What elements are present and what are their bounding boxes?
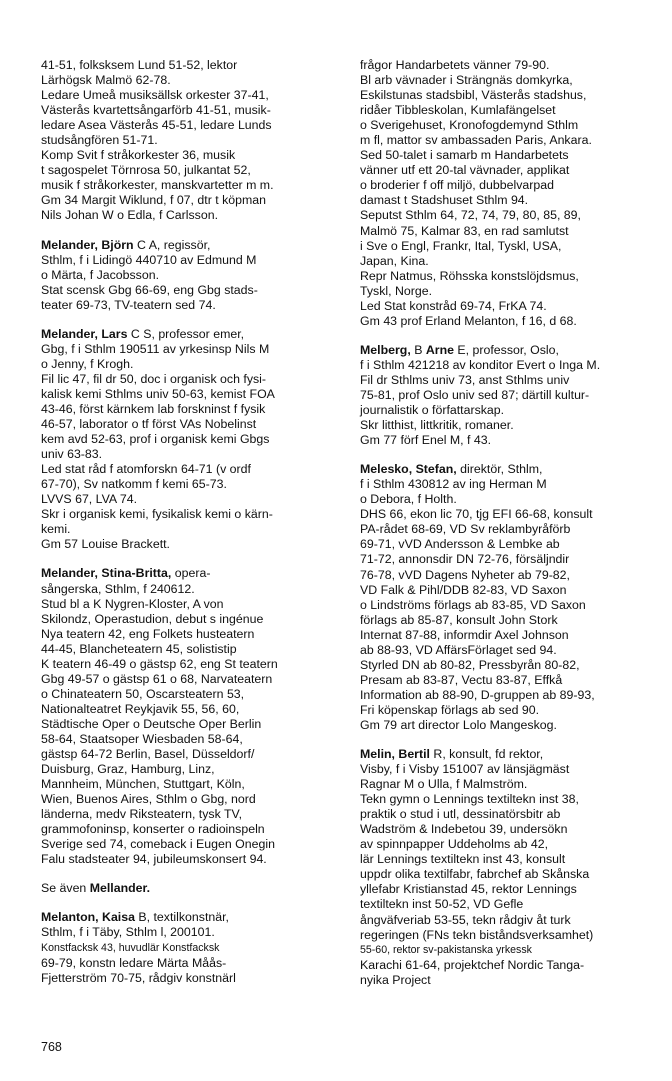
entry-line	[41, 118, 341, 133]
entry-line	[360, 792, 660, 807]
entry-line	[41, 687, 341, 702]
entry-line	[41, 447, 341, 462]
entry-line	[41, 852, 341, 867]
entry-line	[41, 910, 341, 925]
entry-text: Duisburg, Graz, Hamburg, Linz,	[41, 762, 215, 777]
entry-line	[360, 239, 660, 254]
entry-text: R, konsult, fd rektor,	[429, 747, 544, 762]
entry-line	[360, 224, 660, 239]
entry-text: Gm 79 art director Lolo Mangeskog.	[360, 717, 557, 732]
entry-text: E, professor, Oslo,	[453, 342, 559, 357]
entry-text: f i Sthlm 430812 av ing Herman M	[360, 477, 547, 492]
entry-text: Wien, Buenos Aires, Sthlm o Gbg, nord	[41, 792, 256, 807]
entry-line	[360, 897, 660, 912]
entry-line	[41, 881, 341, 896]
entry-text: ångväfveriab 53-55, tekn rådgiv åt turk	[360, 912, 571, 927]
biography-entry	[360, 462, 660, 733]
entry-text: ridåer Tibbleskolan, Kumlafängelset	[360, 103, 556, 118]
entry-text: univ 63-83.	[41, 447, 103, 462]
entry-line	[360, 913, 660, 928]
entry-line	[41, 357, 341, 372]
entry-line	[41, 417, 341, 432]
entry-line	[360, 178, 660, 193]
entry-line	[360, 928, 660, 943]
entry-text: kemi.	[41, 522, 71, 537]
entry-line	[360, 837, 660, 852]
biography-entry	[360, 58, 660, 329]
page-number: 768	[41, 1040, 62, 1054]
entry-text: opera-	[171, 566, 211, 581]
entry-text: vänner utf ett 20-tal vävnader, applikat	[360, 163, 570, 178]
entry-name: Melesko, Stefan,	[360, 462, 457, 477]
entry-text: o Jenny, f Krogh.	[41, 356, 134, 371]
entry-line	[41, 253, 341, 268]
entry-text: Gm 77 förf Enel M, f 43.	[360, 433, 492, 448]
entry-line	[360, 552, 660, 567]
entry-text: Stat scensk Gbg 66-69, eng Gbg stads-	[41, 282, 258, 297]
entry-text: Malmö 75, Kalmar 83, en rad samlutst	[360, 223, 569, 238]
entry-text: journalistik o författarskap.	[360, 403, 505, 418]
entry-text: Komp Svit f stråkorkester 36, musik	[41, 148, 236, 163]
entry-text: Fjetterström 70-75, rådgiv konstnärl	[41, 970, 236, 985]
entry-text: Gbg, f i Sthlm 190511 av yrkesinsp Nils M	[41, 341, 270, 356]
entry-line	[41, 672, 341, 687]
entry-line	[360, 388, 660, 403]
entry-line	[360, 343, 660, 358]
entry-line	[360, 462, 660, 477]
entry-line	[360, 477, 660, 492]
entry-text: teater 69-73, TV-teatern sed 74.	[41, 297, 216, 312]
entry-line	[41, 88, 341, 103]
biography-entry	[41, 881, 341, 896]
entry-line	[360, 193, 660, 208]
entry-text: textiltekn inst 50-52, VD Gefle	[360, 897, 524, 912]
entry-text: av spinnpapper Uddeholms ab 42,	[360, 837, 549, 852]
entry-text: musik f stråkorkester, manskvartetter m m.	[41, 178, 274, 193]
entry-text: Sverige sed 74, comeback i Eugen Onegin	[41, 837, 275, 852]
entry-line	[41, 103, 341, 118]
entry-text: o Chinateatern 50, Oscarsteatern 53,	[41, 686, 245, 701]
entry-line	[41, 163, 341, 178]
entry-line	[41, 73, 341, 88]
entry-line	[360, 747, 660, 762]
entry-text: lär Lennings textiltekn inst 43, konsult	[360, 852, 566, 867]
entry-text: K teatern 46-49 o gästsp 62, eng St teatern	[41, 656, 278, 671]
entry-name: Melberg,	[360, 342, 411, 357]
entry-text: 69-71, vVD Andersson & Lembke ab	[360, 537, 560, 552]
entry-text: Nils Johan W o Edla, f Carlsson.	[41, 208, 218, 223]
entry-line	[360, 58, 660, 73]
entry-text: Fil dr Sthlms univ 73, anst Sthlms univ	[360, 372, 570, 387]
entry-line	[360, 373, 660, 388]
entry-line	[41, 627, 341, 642]
entry-name: Arne	[425, 342, 454, 357]
entry-text: Gm 57 Louise Brackett.	[41, 537, 170, 552]
entry-text: LVVS 67, LVA 74.	[41, 492, 138, 507]
entry-line	[360, 314, 660, 329]
entry-text: Konstfacksk 43, huvudlär Konstfacksk	[41, 941, 220, 954]
entry-line	[360, 958, 660, 973]
entry-line	[360, 418, 660, 433]
entry-text: Sthlm, f i Lidingö 440710 av Edmund M	[41, 252, 257, 267]
entry-line	[41, 372, 341, 387]
entry-text: 44-45, Blancheteatern 45, solististip	[41, 641, 237, 656]
entry-line	[41, 387, 341, 402]
entry-name: Melander, Stina-Britta,	[41, 566, 172, 581]
entry-text: Västerås kvartettsångarförb 41-51, musik-	[41, 103, 271, 118]
entry-text: Seputst Sthlm 64, 72, 74, 79, 80, 85, 89,	[360, 208, 581, 223]
entry-text: Skr litthist, littkritik, romaner.	[360, 418, 514, 433]
entry-line	[360, 718, 660, 733]
entry-line	[360, 568, 660, 583]
entry-line	[360, 73, 660, 88]
entry-text: 71-72, annonsdir DN 72-76, försäljndir	[360, 552, 570, 567]
entry-line	[360, 103, 660, 118]
entry-line	[41, 432, 341, 447]
entry-text: o Debora, f Holth.	[360, 492, 457, 507]
entry-text: Fil lic 47, fil dr 50, doc i organisk och fysi-	[41, 371, 267, 386]
entry-text: Falu stadsteater 94, jubileumskonsert 94.	[41, 852, 267, 867]
entry-text: Presam ab 83-87, Vectu 83-87, Effkå	[360, 672, 563, 687]
entry-text: praktik o stud i utl, dessinatörsbitr ab	[360, 807, 561, 822]
entry-text: 58-64, Staatsoper Wiesbaden 58-64,	[41, 731, 243, 746]
entry-text: 67-70), Sv natkomm f kemi 65-73.	[41, 477, 227, 492]
entry-name: Melander, Björn	[41, 237, 134, 252]
entry-line	[360, 254, 660, 269]
entry-line	[41, 537, 341, 552]
entry-text: nyika Project	[360, 972, 431, 987]
entry-line	[41, 762, 341, 777]
entry-line	[360, 537, 660, 552]
entry-line	[41, 522, 341, 537]
entry-text: sångerska, Sthlm, f 240612.	[41, 581, 195, 596]
entry-text: 69-79, konstn ledare Märta Måås-	[41, 955, 227, 970]
entry-line	[360, 613, 660, 628]
entry-line	[360, 688, 660, 703]
entry-text: Sed 50-talet i samarb m Handarbetets	[360, 148, 569, 163]
entry-text: Nya teatern 42, eng Folkets husteatern	[41, 626, 255, 641]
entry-line	[360, 118, 660, 133]
entry-line	[360, 299, 660, 314]
entry-text: t sagospelet Törnrosa 50, julkantat 52,	[41, 163, 251, 178]
entry-text: Tyskl, Norge.	[360, 283, 433, 298]
entry-line	[360, 762, 660, 777]
entry-text: o Sverigehuset, Kronofogdemynd Sthlm	[360, 118, 579, 133]
entry-text: Skilondz, Operastudion, debut s ingénue	[41, 611, 264, 626]
entry-line	[360, 583, 660, 598]
entry-text: B, textilkonstnär,	[134, 910, 229, 925]
entry-text: Led Stat konstråd 69-74, FrKA 74.	[360, 298, 547, 313]
entry-line	[360, 269, 660, 284]
entry-text: Bl arb vävnader i Strängnäs domkyrka,	[360, 73, 573, 88]
entry-name: Melin, Bertil	[360, 747, 430, 762]
entry-line	[41, 612, 341, 627]
entry-line	[360, 822, 660, 837]
entry-text: DHS 66, ekon lic 70, tjg EFI 66-68, konsult	[360, 507, 593, 522]
entry-line	[360, 403, 660, 418]
entry-line	[360, 867, 660, 882]
entry-text: Ledare Umeå musiksällsk orkester 37-41,	[41, 88, 269, 103]
entry-line	[41, 283, 341, 298]
entry-line	[41, 582, 341, 597]
entry-line	[360, 507, 660, 522]
entry-text: Karachi 61-64, projektchef Nordic Tanga-	[360, 957, 585, 972]
entry-text: 41-51, folksksem Lund 51-52, lektor	[41, 58, 238, 72]
entry-line	[360, 628, 660, 643]
entry-text: direktör, Sthlm,	[456, 462, 543, 477]
entry-text: Visby, f i Visby 151007 av länsjägmäst	[360, 762, 570, 777]
entry-text: o Lindströms förlags ab 83-85, VD Saxon	[360, 597, 586, 612]
entry-line	[41, 807, 341, 822]
entry-text: Mannheim, München, Stuttgart, Köln,	[41, 777, 245, 792]
entry-text: länderna, medv Riksteatern, tysk TV,	[41, 807, 243, 822]
entry-line	[41, 597, 341, 612]
entry-text: VD Falk & Pihl/DDB 82-83, VD Saxon	[360, 582, 567, 597]
biography-entry	[360, 747, 660, 988]
entry-line	[41, 702, 341, 717]
entry-name: Melanton, Kaisa	[41, 910, 135, 925]
entry-line	[41, 298, 341, 313]
entry-line	[41, 193, 341, 208]
entry-line	[41, 747, 341, 762]
entry-text: o broderier f off miljö, dubbelvarpad	[360, 178, 554, 193]
entry-text: studsångfören 51-71.	[41, 133, 158, 148]
entry-line	[41, 342, 341, 357]
entry-line	[360, 208, 660, 223]
entry-line	[360, 943, 660, 958]
entry-text: kalisk kemi Sthlms univ 50-63, kemist FOA	[41, 386, 275, 401]
entry-text: frågor Handarbetets vänner 79-90.	[360, 58, 550, 72]
entry-line	[360, 643, 660, 658]
entry-line	[360, 492, 660, 507]
entry-text: Nationalteatret Reykjavik 55, 56, 60,	[41, 701, 240, 716]
entry-line	[41, 642, 341, 657]
entry-line	[360, 433, 660, 448]
biography-entry	[41, 327, 341, 553]
entry-line	[41, 492, 341, 507]
entry-line	[41, 777, 341, 792]
entry-line	[360, 882, 660, 897]
entry-line	[360, 148, 660, 163]
entry-line	[41, 507, 341, 522]
biography-entry	[41, 910, 341, 985]
entry-text: Fri köpenskap förlags ab sed 90.	[360, 702, 540, 717]
entry-text: Styrled DN ab 80-82, Pressbyrån 80-82,	[360, 657, 580, 672]
entry-text: Ragnar M o Ulla, f Malmström.	[360, 777, 528, 792]
entry-text: Tekn gymn o Lennings textiltekn inst 38,	[360, 792, 579, 807]
entry-line	[41, 925, 341, 940]
entry-text: kem avd 52-63, prof i organisk kemi Gbgs	[41, 432, 270, 447]
left-column	[41, 58, 341, 1000]
entry-line	[41, 717, 341, 732]
entry-text: 46-57, laborator o tf först VAs Nobelinst	[41, 417, 257, 432]
entry-line	[360, 807, 660, 822]
entry-line	[41, 58, 341, 73]
entry-text: Led stat råd f atomforskn 64-71 (v ordf	[41, 462, 251, 477]
entry-text: 75-81, prof Oslo univ sed 87; därtill kultur-	[360, 387, 590, 402]
biography-entry	[41, 238, 341, 313]
entry-text: Gm 34 Margit Wiklund, f 07, dtr t köpman	[41, 193, 267, 208]
entry-line	[360, 133, 660, 148]
entry-text: Skr i organisk kemi, fysikalisk kemi o kärn-	[41, 507, 273, 522]
entry-text: Japan, Kina.	[360, 253, 429, 268]
entry-line	[41, 792, 341, 807]
entry-text: Lärhögsk Malmö 62-78.	[41, 73, 171, 88]
entry-text: Sthlm, f i Täby, Sthlm l, 200101.	[41, 925, 215, 940]
entry-line	[41, 657, 341, 672]
entry-text: f i Sthlm 421218 av konditor Evert o Inga M.	[360, 357, 601, 372]
right-column	[360, 58, 660, 1002]
entry-line	[41, 208, 341, 223]
entry-line	[41, 402, 341, 417]
entry-text: Repr Natmus, Röhsska konstslöjdsmus,	[360, 268, 579, 283]
entry-text: 43-46, först kärnkem lab forskninst f fysik	[41, 401, 266, 416]
entry-line	[41, 837, 341, 852]
entry-text: ab 88-93, VD AffärsFörlaget sed 94.	[360, 642, 557, 657]
entry-line	[360, 598, 660, 613]
entry-text: damast t Stadshuset Sthlm 94.	[360, 193, 529, 208]
entry-text: Städtische Oper o Deutsche Oper Berlin	[41, 716, 262, 731]
entry-text: C S, professor emer,	[127, 326, 245, 341]
entry-text: Gm 43 prof Erland Melanton, f 16, d 68.	[360, 313, 577, 328]
entry-line	[360, 284, 660, 299]
entry-line	[41, 327, 341, 342]
entry-line	[360, 703, 660, 718]
entry-text: grammofoninsp, konserter o radioinspeln	[41, 822, 265, 837]
entry-text: gästsp 64-72 Berlin, Basel, Düsseldorf/	[41, 747, 255, 762]
biography-entry	[41, 566, 341, 867]
biography-entry	[360, 343, 660, 448]
entry-line	[41, 822, 341, 837]
entry-line	[41, 477, 341, 492]
entry-line	[41, 178, 341, 193]
entry-line	[41, 133, 341, 148]
entry-line	[360, 973, 660, 988]
entry-text: regeringen (FNs tekn biståndsverksamhet)	[360, 927, 594, 942]
entry-line	[360, 163, 660, 178]
entry-text: yllefabr Kristianstad 45, rektor Lennings	[360, 882, 577, 897]
entry-line	[41, 148, 341, 163]
entry-line	[360, 673, 660, 688]
entry-line	[360, 658, 660, 673]
entry-line	[41, 732, 341, 747]
entry-text: ledare Asea Västerås 45-51, ledare Lunds	[41, 118, 272, 133]
entry-line	[41, 238, 341, 253]
entry-text: B	[410, 342, 426, 357]
biography-entry	[41, 58, 341, 224]
entry-line	[41, 566, 341, 581]
entry-text: PA-rådet 68-69, VD Sv reklambyråförb	[360, 522, 571, 537]
entry-text: 55-60, rektor sv-pakistanska yrkessk	[360, 943, 532, 956]
entry-line	[41, 956, 341, 971]
entry-text: uppdr olika textilfabr, fabrchef ab Skånska	[360, 867, 590, 882]
entry-text: Stud bl a K Nygren-Kloster, A von	[41, 596, 224, 611]
entry-line	[360, 88, 660, 103]
entry-line	[360, 522, 660, 537]
entry-line	[360, 777, 660, 792]
entry-text: i Sve o Engl, Frankr, Ital, Tyskl, USA,	[360, 238, 562, 253]
entry-text: C A, regissör,	[133, 237, 211, 252]
entry-line	[360, 852, 660, 867]
entry-text: förlags ab 85-87, konsult John Stork	[360, 612, 558, 627]
entry-text: 76-78, vVD Dagens Nyheter ab 79-82,	[360, 567, 570, 582]
entry-text: m fl, mattor sv ambassaden Paris, Ankara.	[360, 133, 592, 148]
entry-text: Internat 87-88, informdir Axel Johnson	[360, 627, 569, 642]
entry-name: Melander, Lars	[41, 326, 128, 341]
entry-text: o Märta, f Jacobsson.	[41, 267, 160, 282]
entry-line	[360, 358, 660, 373]
entry-text: Eskilstunas stadsbibl, Västerås stadshus,	[360, 88, 587, 103]
entry-text: Information ab 88-90, D-gruppen ab 89-93,	[360, 687, 595, 702]
entry-line	[41, 971, 341, 986]
entry-text: Gbg 49-57 o gästsp 61 o 68, Narvateatern	[41, 671, 273, 686]
entry-line	[41, 941, 341, 956]
entry-name: Mellander.	[89, 881, 151, 896]
entry-line	[41, 268, 341, 283]
entry-text: Wadström & Indebetou 39, undersökn	[360, 822, 568, 837]
entry-text: Se även	[41, 881, 90, 896]
entry-line	[41, 462, 341, 477]
